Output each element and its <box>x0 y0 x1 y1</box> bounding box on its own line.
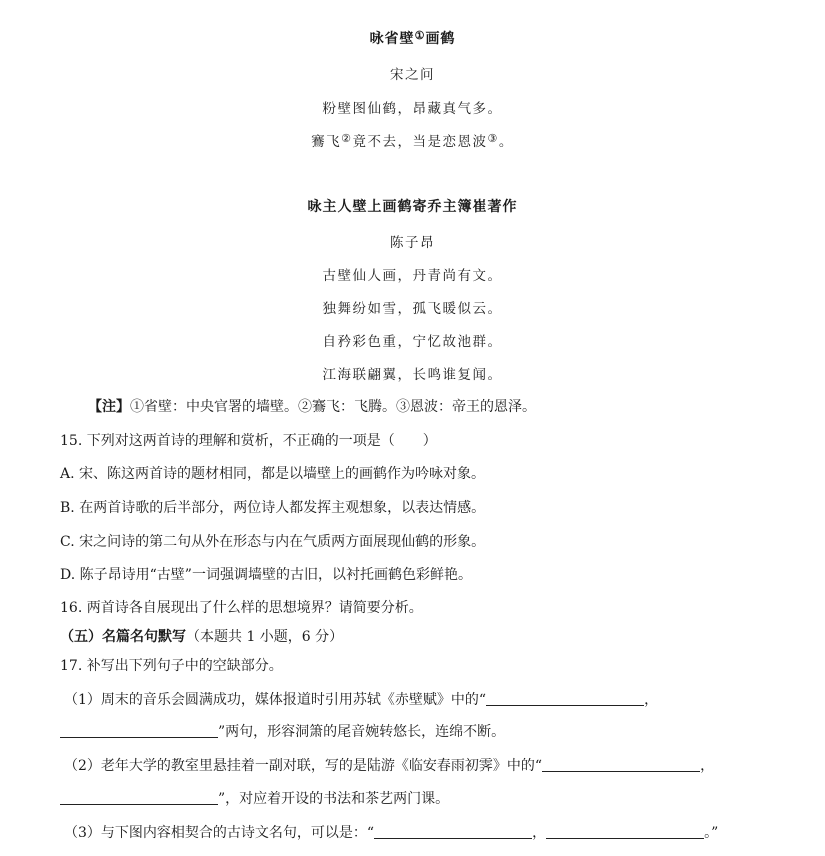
question-15-stem: 15. 下列对这两首诗的理解和赏析，不正确的一项是（ ） <box>60 433 437 449</box>
answer-blank-5[interactable] <box>374 824 532 839</box>
question-16-stem: 16. 两首诗各自展现出了什么样的思想境界？请简要分析。 <box>60 600 423 616</box>
poem1-line2: 鶱飞②竟不去，当是恋恩波③。 <box>311 132 514 150</box>
q17-part1-line2: ”两句，形容洞箫的尾音婉转悠长，连绵不断。 <box>60 721 505 741</box>
annotation-note: 【注】①省壁：中央官署的墙壁。②鶱飞：飞腾。③恩波：帝王的恩泽。 <box>88 399 536 415</box>
q17-part1-line1: （1）周末的音乐会圆满成功，媒体报道时引用苏轼《赤壁赋》中的“ ， <box>64 692 659 708</box>
answer-blank-6[interactable] <box>546 824 704 839</box>
section-5-heading: （五）名篇名句默写（本题共 1 小题，6 分） <box>60 629 344 645</box>
answer-blank-4[interactable] <box>60 790 218 805</box>
question-17-stem: 17. 补写出下列句子中的空缺部分。 <box>60 658 283 674</box>
poem2-line4: 江海联翩翼，长鸣谁复闻。 <box>322 367 503 383</box>
poem2-title: 咏主人壁上画鹤寄乔主簿崔著作 <box>307 199 518 215</box>
q17-part2-line2: ”，对应着开设的书法和茶艺两门课。 <box>60 788 449 808</box>
q17-part3-line: （3）与下图内容相契合的古诗文名句，可以是：“ ， 。” <box>64 825 719 841</box>
poem1-line1: 粉壁图仙鹤，昂藏真气多。 <box>322 101 503 117</box>
answer-blank-2[interactable] <box>60 723 218 738</box>
poem2-line1: 古壁仙人画，丹青尚有文。 <box>322 268 503 284</box>
answer-blank-1[interactable] <box>486 691 644 706</box>
poem1-title: 咏省壁①画鹤 <box>369 29 456 47</box>
q17-part2-line1: （2）老年大学的教室里悬挂着一副对联，写的是陆游《临安春雨初霁》中的“ ， <box>64 758 715 774</box>
poem2-line3: 自矜彩色重，宁忆故池群。 <box>322 334 503 350</box>
option-a: A. 宋、陈这两首诗的题材相同，都是以墙壁上的画鹤作为吟咏对象。 <box>60 466 486 482</box>
option-d: D. 陈子昂诗用“古壁”一词强调墙壁的古旧，以衬托画鹤色彩鲜艳。 <box>60 567 472 583</box>
answer-blank-3[interactable] <box>542 757 700 772</box>
option-b: B. 在两首诗歌的后半部分，两位诗人都发挥主观想象，以表达情感。 <box>60 500 486 516</box>
poem2-line2: 独舞纷如雪，孤飞暖似云。 <box>322 301 503 317</box>
poem2-author: 陈子昂 <box>390 235 435 251</box>
poem1-author: 宋之问 <box>390 67 435 83</box>
option-c: C. 宋之问诗的第二句从外在形态与内在气质两方面展现仙鹤的形象。 <box>60 534 486 550</box>
